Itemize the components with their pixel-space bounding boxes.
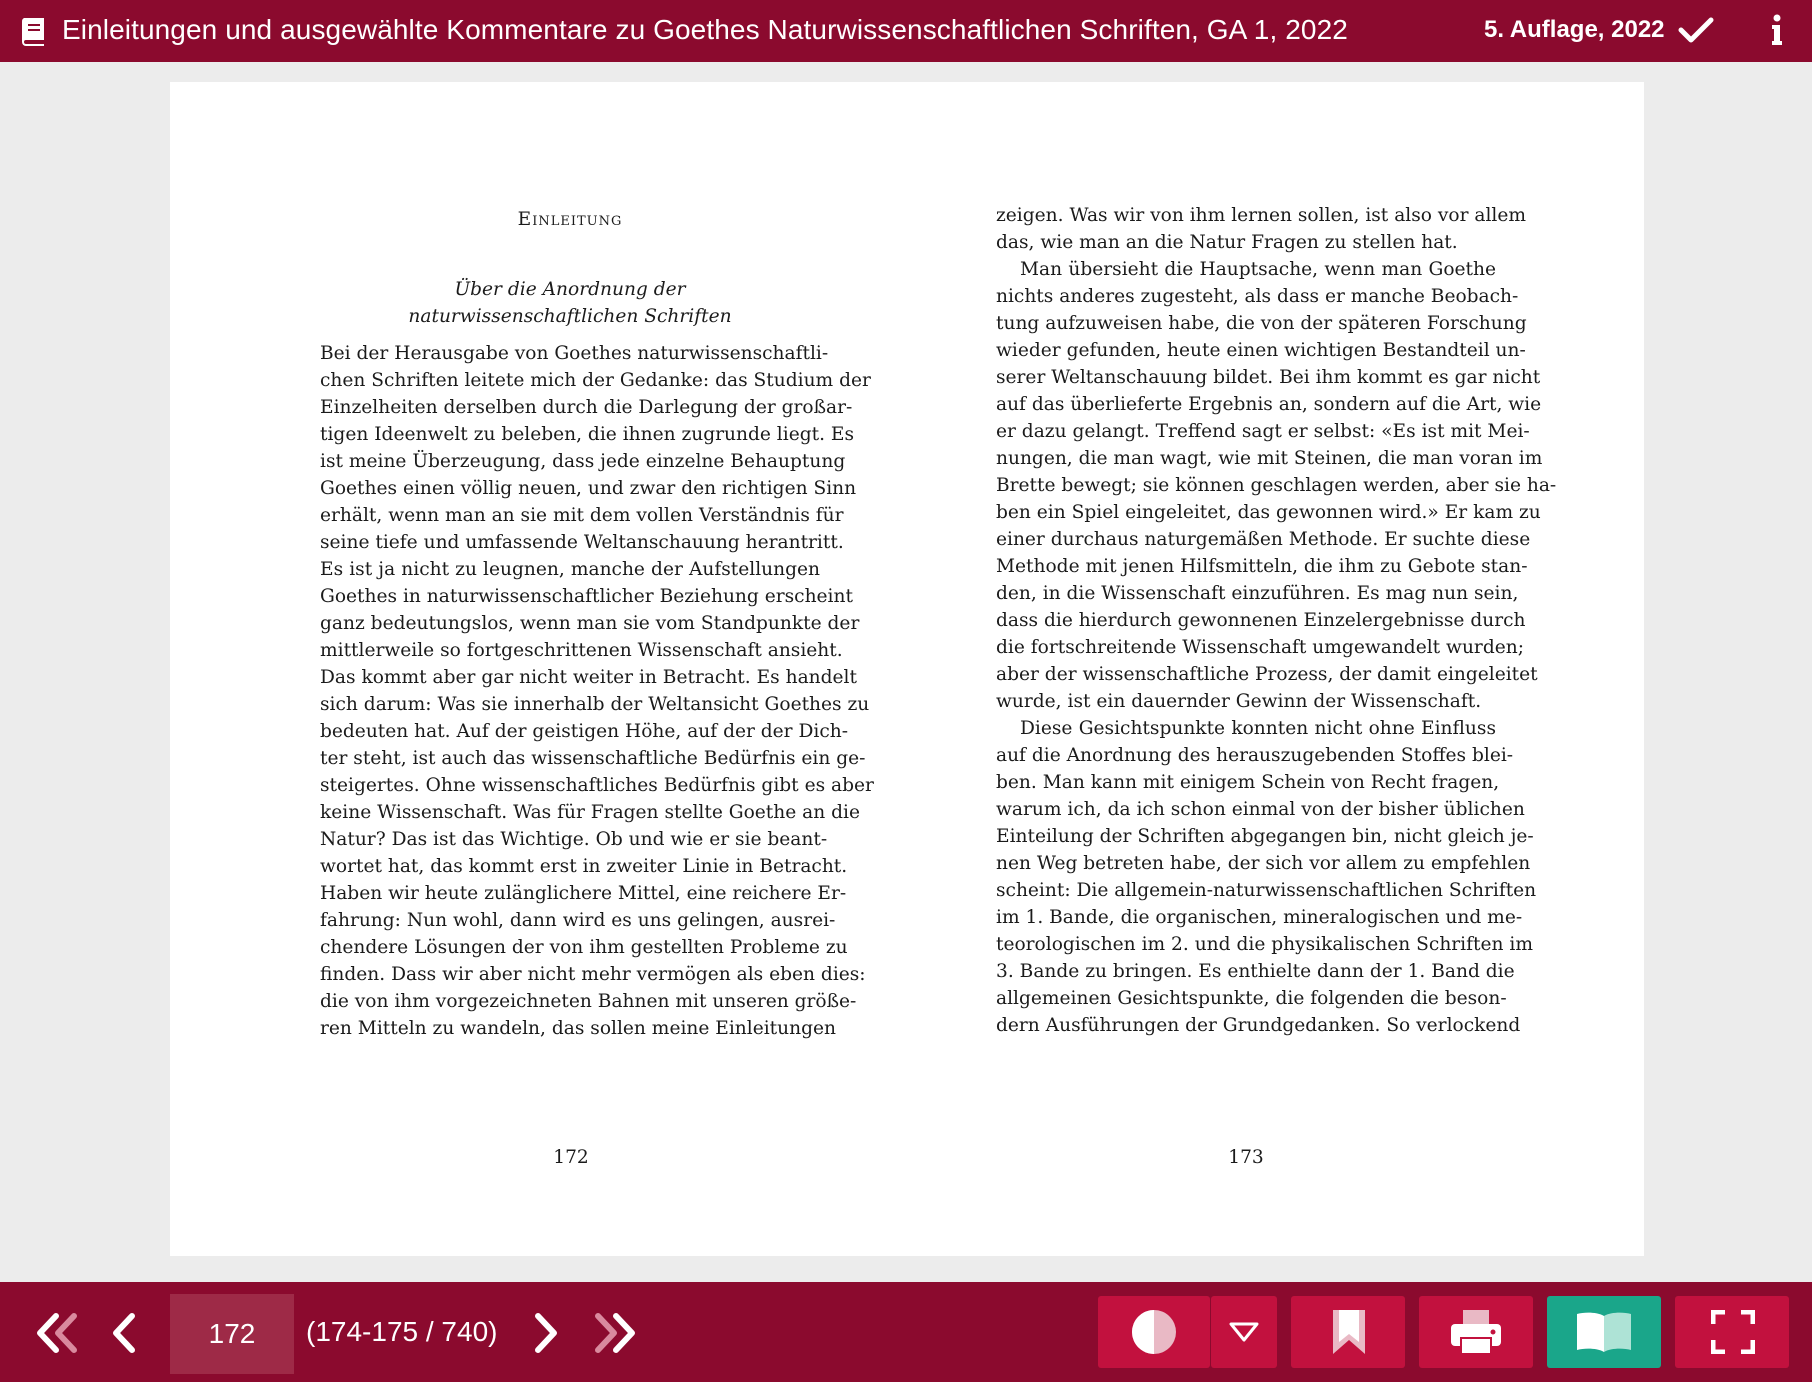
text-line: Natur? Das ist das Wichtige. Ob und wie er sie beant- [320,829,828,850]
text-line: Haben wir heute zulänglichere Mittel, eine reichere Er- [320,883,847,904]
text-line: die fortschreitende Wissenschaft umgewandelt wurden; [996,637,1524,658]
text-line: tung aufzuweisen habe, die von der späteren Forschung [996,313,1527,334]
text-line: auf das überlieferte Ergebnis an, sondern auf die Art, wie [996,394,1542,415]
double-chevron-right-icon[interactable] [590,1312,638,1354]
text-line: seine tiefe und umfassende Weltanschauung herantritt. [320,532,844,553]
text-line: ter steht, ist auch das wissenschaftliche Bedürfnis ein ge- [320,748,866,769]
text-line: wieder gefunden, heute einen wichtigen Bestandteil un- [996,340,1526,361]
text-line: wurde, ist ein dauernder Gewinn der Wissenschaft. [996,691,1482,712]
right-page-text [996,202,1557,1039]
chevron-right-icon[interactable] [532,1312,562,1354]
printer-icon [1449,1308,1503,1356]
left-page [320,202,874,1042]
text-line: chen Schriften leitete mich der Gedanke: das Studium der [320,370,871,391]
top-bar [0,0,1812,62]
text-line: Methode mit jenen Hilfsmitteln, die ihm zu Gebote stan- [996,556,1528,577]
right-page [996,202,1557,1039]
chapter-heading: Einleitung [517,209,623,230]
contrast-icon [1130,1308,1178,1356]
text-line: sich darum: Was sie innerhalb der Weltansicht Goethes zu [320,694,870,715]
text-line: keine Wissenschaft. Was für Fragen stellte Goethe an die [320,802,860,823]
text-line: Es ist ja nicht zu leugnen, manche der Aufstellungen [320,559,820,580]
page-spread [170,82,1644,1256]
text-line: Goethes in naturwissenschaftlicher Beziehung erscheint [320,586,853,607]
fullscreen-icon [1711,1310,1755,1354]
text-line: nen Weg betreten habe, der sich vor allem zu empfehlen [996,853,1531,874]
text-line: Einzelheiten derselben durch die Darlegung der großar- [320,397,853,418]
text-line: Diese Gesichtspunkte konnten nicht ohne Einfluss [1020,718,1496,739]
text-line: nichts anderes zugesteht, als dass er manche Beobach- [996,286,1519,307]
right-page-number: 173 [1228,1147,1264,1168]
text-line: steigertes. Ohne wissenschaftliches Bedürfnis gibt es aber [320,775,874,796]
text-line: wortet hat, das kommt erst in zweiter Linie in Betracht. [320,856,848,877]
book-view-button[interactable] [1547,1296,1661,1368]
text-line: 3. Bande zu bringen. Es enthielte dann der 1. Band die [996,961,1515,982]
edition-label: 5. Auflage, 2022 [1484,16,1665,43]
text-line: warum ich, da ich schon einmal von der bisher üblichen [996,799,1525,820]
book-icon [20,16,48,46]
text-line: scheint: Die allgemein-naturwissenschaftlichen Schriften [996,880,1537,901]
text-line: serer Weltanschauung bildet. Bei ihm kommt es gar nicht [996,367,1541,388]
document-title: Einleitungen und ausgewählte Kommentare zu Goethes Naturwissenschaftlichen Schriften, GA 1, 2022 [62,14,1348,45]
text-line: Brette bewegt; sie können geschlagen werden, aber sie ha- [996,475,1557,496]
text-line: tigen Ideenwelt zu beleben, die ihnen zugrunde liegt. Es [320,424,855,445]
page-range: (174-175 / 740) [306,1316,498,1347]
text-line: Man übersieht die Hauptsache, wenn man Goethe [1020,259,1496,280]
text-line: bedeuten hat. Auf der geistigen Höhe, auf der der Dich- [320,721,849,742]
text-line: Das kommt aber gar nicht weiter in Betracht. Es handelt [320,667,857,688]
text-line: auf die Anordnung des herauszugebenden Stoffes blei- [996,745,1514,766]
info-icon[interactable] [1764,13,1790,47]
section-subheading-line-1: Über die Anordnung der [454,279,686,300]
text-line: dass die hierdurch gewonnenen Einzelergebnisse durch [996,610,1526,631]
page-number-input[interactable] [170,1294,294,1374]
text-line: ist meine Überzeugung, dass jede einzelne Behauptung [320,451,846,472]
text-line: er dazu gelangt. Treffend sagt er selbst: «Es ist mit Mei- [996,421,1530,442]
text-line: Bei der Herausgabe von Goethes naturwissenschaftli- [320,343,829,364]
triangle-down-icon [1228,1320,1260,1344]
text-line: dern Ausführungen der Grundgedanken. So verlockend [996,1015,1521,1036]
text-line: aber der wissenschaftliche Prozess, der damit eingeleitet [996,664,1538,685]
text-line: Einteilung der Schriften abgegangen bin, nicht gleich je- [996,826,1534,847]
bookmark-icon [1331,1308,1367,1356]
text-line: das, wie man an die Natur Fragen zu stellen hat. [996,232,1458,253]
text-line: ben ein Spiel eingeleitet, das gewonnen wird.» Er kam zu [996,502,1541,523]
bookmark-button[interactable] [1291,1296,1405,1368]
text-line: teorologischen im 2. und die physikalischen Schriften im [996,934,1533,955]
text-line: im 1. Bande, die organischen, mineralogischen und me- [996,907,1523,928]
text-line: einer durchaus naturgemäßen Methode. Er suchte diese [996,529,1531,550]
section-subheading-line-2: naturwissenschaftlichen Schriften [408,306,732,327]
text-line: den, in die Wissenschaft einzuführen. Es mag nun sein, [996,583,1519,604]
text-line: ganz bedeutungslos, wenn man sie vom Standpunkte der [320,613,860,634]
text-line: mittlerweile so fortgeschrittenen Wissenschaft ansieht. [320,640,843,661]
text-line: nungen, die man wagt, wie mit Steinen, die man voran im [996,448,1543,469]
left-page-number: 172 [553,1147,589,1168]
text-line: ben. Man kann mit einigem Schein von Recht fragen, [996,772,1500,793]
check-icon[interactable] [1678,16,1714,44]
bottom-toolbar [0,1282,1812,1382]
text-line: die von ihm vorgezeichneten Bahnen mit unseren größe- [320,991,857,1012]
print-button[interactable] [1419,1296,1533,1368]
chevron-left-icon[interactable] [108,1312,138,1354]
text-line: chendere Lösungen der von ihm gestellten Probleme zu [320,937,848,958]
left-page-text [320,340,874,1042]
text-line: erhält, wenn man an sie mit dem vollen Verständnis für [320,505,844,526]
text-line: ren Mitteln zu wandeln, das sollen meine Einleitungen [320,1018,836,1039]
text-line: zeigen. Was wir von ihm lernen sollen, ist also vor allem [996,205,1526,226]
double-chevron-left-icon[interactable] [34,1312,82,1354]
contrast-button[interactable] [1098,1296,1210,1368]
open-book-icon [1575,1310,1633,1354]
text-line: allgemeinen Gesichtspunkte, die folgenden die beson- [996,988,1507,1009]
contrast-dropdown-button[interactable] [1211,1296,1277,1368]
text-line: fahrung: Nun wohl, dann wird es uns gelingen, ausrei- [320,910,836,931]
text-line: Goethes einen völlig neuen, und zwar den richtigen Sinn [320,478,857,499]
fullscreen-button[interactable] [1675,1296,1789,1368]
text-line: finden. Dass wir aber nicht mehr vermögen als eben dies: [320,964,866,985]
